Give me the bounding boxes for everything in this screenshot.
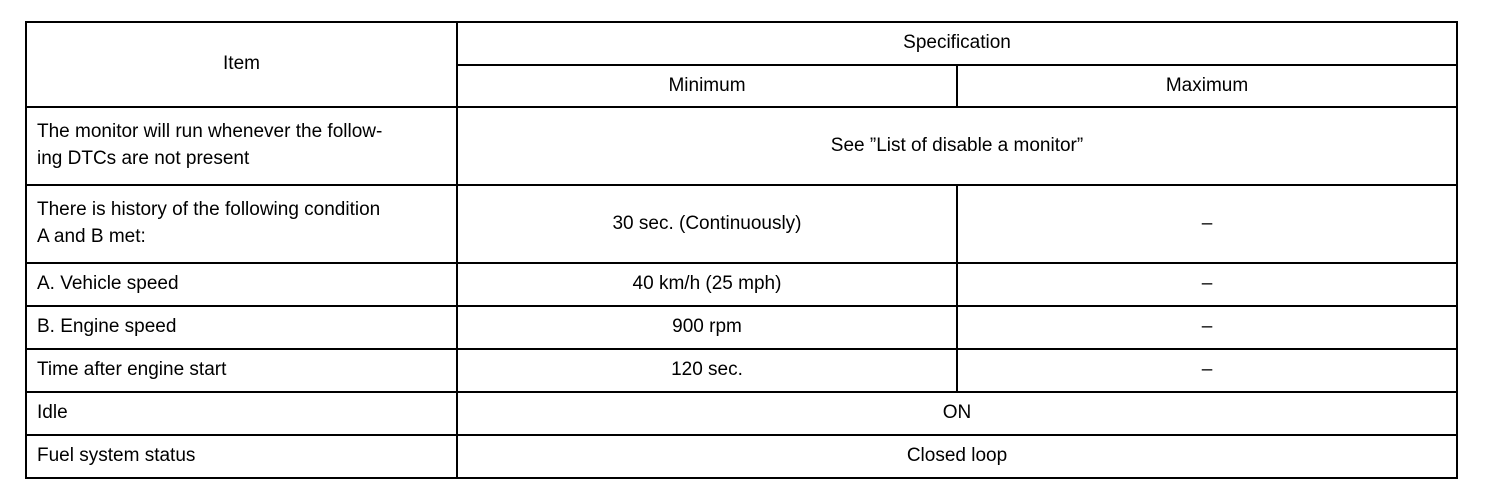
maximum-column-header: Maximum — [957, 65, 1457, 107]
maximum-cell: – — [957, 349, 1457, 392]
table-row — [26, 392, 1457, 435]
item-text-line: ing DTCs are not present — [37, 148, 250, 169]
item-text-line: The monitor will run whenever the follow- — [37, 121, 383, 143]
specification-table — [25, 21, 1458, 479]
table-row — [26, 349, 1457, 392]
item-cell: B. Engine speed — [26, 306, 457, 349]
specification-column-header: Specification — [457, 22, 1457, 65]
maximum-cell: – — [957, 306, 1457, 349]
table-row — [26, 306, 1457, 349]
item-text-line: A and B met: — [37, 226, 146, 247]
header-row-top — [26, 22, 1457, 65]
minimum-cell: 900 rpm — [457, 306, 957, 349]
table-row — [26, 263, 1457, 306]
spec-cell: Closed loop — [457, 435, 1457, 478]
minimum-cell: 30 sec. (Continuously) — [457, 185, 957, 263]
minimum-cell: 40 km/h (25 mph) — [457, 263, 957, 306]
item-column-header: Item — [26, 22, 457, 107]
item-cell: Idle — [26, 392, 457, 435]
item-cell: Time after engine start — [26, 349, 457, 392]
minimum-cell: 120 sec. — [457, 349, 957, 392]
item-cell — [26, 107, 457, 185]
table-row — [26, 185, 1457, 263]
item-cell: A. Vehicle speed — [26, 263, 457, 306]
maximum-cell: – — [957, 185, 1457, 263]
maximum-cell: – — [957, 263, 1457, 306]
table-row — [26, 435, 1457, 478]
item-cell — [26, 185, 457, 263]
item-text-line: There is history of the following condition — [37, 199, 381, 221]
minimum-column-header: Minimum — [457, 65, 957, 107]
spec-cell: ON — [457, 392, 1457, 435]
table-row — [26, 107, 1457, 185]
spec-cell: See ”List of disable a monitor” — [457, 107, 1457, 185]
item-cell: Fuel system status — [26, 435, 457, 478]
